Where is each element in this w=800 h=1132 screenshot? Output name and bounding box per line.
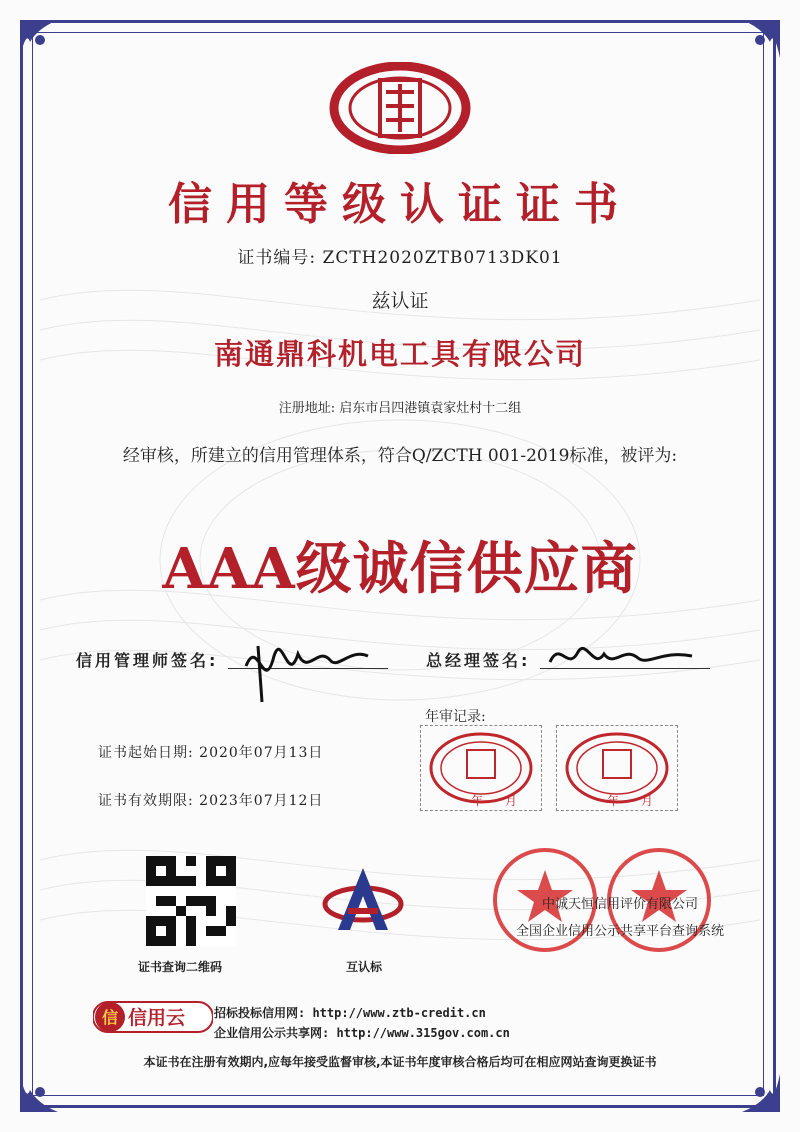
stamp-year-text: 年 [471,794,484,808]
footer-notice: 本证书在注册有效期内,应每年接受监督审核,本证书年度审核合格后均可在相应网站查询更换证书 [143,1055,657,1069]
zhongcheng-emblem-icon [328,62,472,154]
corner-ornament-icon [18,18,78,78]
company-name: 南通鼎科机电工具有限公司 [213,337,586,371]
annual-review-box [420,725,542,811]
public-credit-link[interactable]: 企业信用公示共享网: http://www.315gov.com.cn [214,1026,510,1040]
certificate-number: 证书编号: ZCTH2020ZTB0713DK01 [237,248,563,268]
issuer-name: 中诚天恒信用评价有限公司 [541,897,698,912]
stamp-month-text: 月 [641,794,654,808]
mutual-recognition-mark-icon [318,860,408,940]
registered-address: 注册地址: 启东市吕四港镇袁家灶村十二组 [278,401,522,416]
annual-review-label: 年审记录: [425,709,486,725]
corner-ornament-icon [722,18,782,78]
mark-caption: 互认标 [346,960,383,974]
qr-code-icon[interactable] [146,856,236,946]
manager-signature-icon [238,626,378,706]
annual-review-box [556,725,678,811]
general-manager-signature-icon [546,632,696,682]
stamp-year-text: 年 [607,794,620,808]
credit-grade: AAA级诚信供应商 [162,536,638,602]
stamp-month-text: 月 [505,794,518,808]
manager-signature-label: 信用管理师签名: [76,651,219,670]
qr-caption: 证书查询二维码 [138,960,223,974]
query-platform: 全国企业信用公示共享平台查询系统 [515,924,724,939]
hereby-certify-text: 兹认证 [371,290,429,312]
certificate-start-date: 证书起始日期: 2020年07月13日 [98,745,324,761]
assessment-statement: 经审核，所建立的信用管理体系，符合Q/ZCTH 001-2019标准，被评为: [122,446,678,466]
bidding-credit-link[interactable]: 招标投标信用网: http://www.ztb-credit.cn [214,1006,486,1020]
certificate-title: 信用等级认证证书 [168,179,632,230]
certificate-validity: 证书有效期限: 2023年07月12日 [98,793,324,809]
credit-cloud-brand-text: 信用云 [128,1007,186,1029]
general-manager-signature-label: 总经理签名: [426,651,531,670]
credit-cloud-logo-glyph: 信 [101,1008,119,1027]
